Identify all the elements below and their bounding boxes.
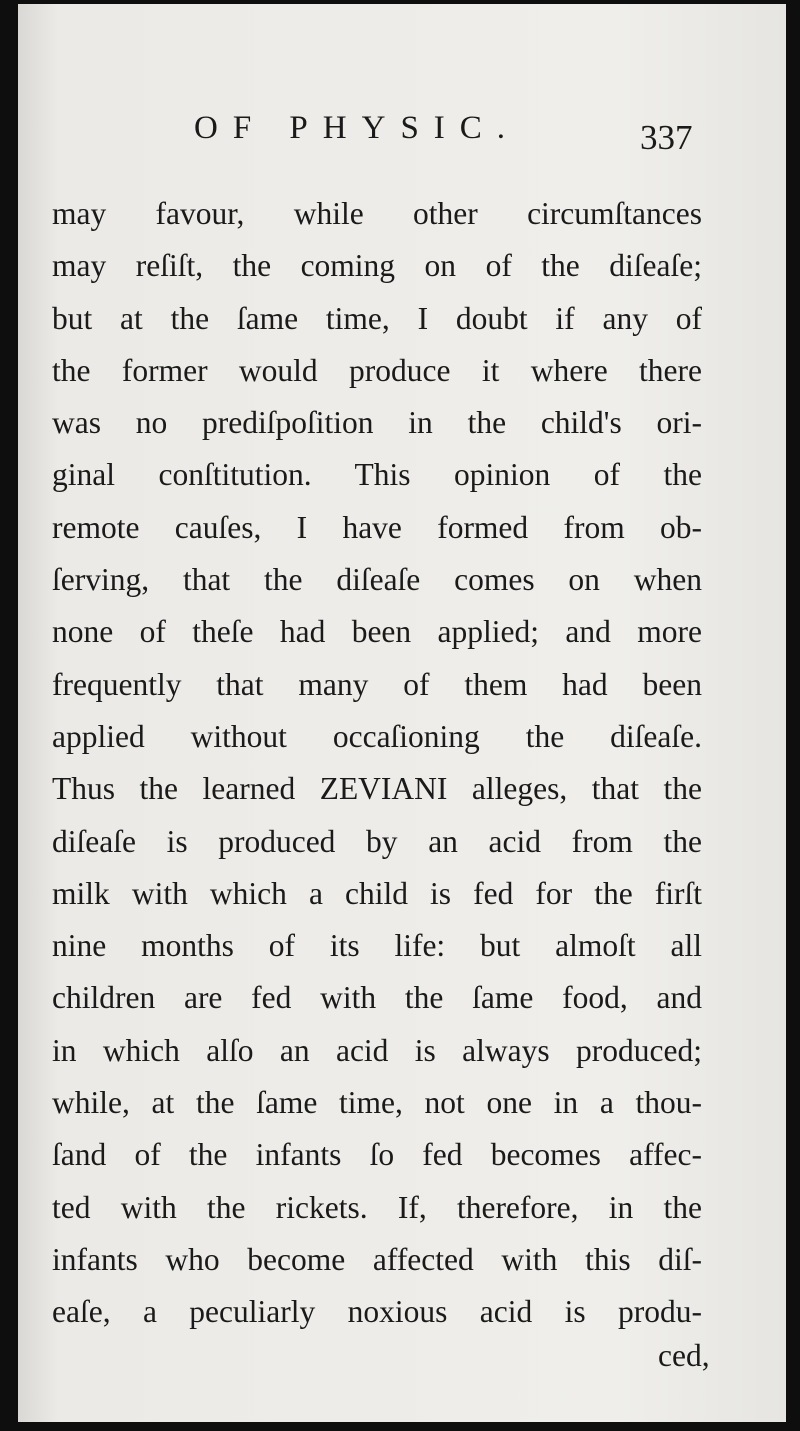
text-line: while, at the ſame time, not one in a thou- [52,1085,702,1121]
text-line: but at the ſame time, I doubt if any of [52,300,702,336]
text-line: none of theſe had been applied; and more [52,614,702,650]
text-line: frequently that many of them had been [52,666,702,702]
text-line: applied without occaſioning the diſeaſe. [52,718,702,754]
text-line: children are fed with the ſame food, and [52,980,702,1016]
text-line: may favour, while other circumſtances [52,196,702,231]
running-head: OF PHYSIC. [194,110,521,146]
text-line: infants who become affected with this diſ- [52,1241,702,1277]
text-line: diſeaſe is produced by an acid from the [52,823,702,859]
page-number: 337 [640,118,693,157]
text-line: milk with which a child is fed for the firſt [52,875,702,911]
catchword: ced, [658,1338,710,1373]
page-header [18,108,786,168]
text-line: Thus the learned ZEVIANI alleges, that the [52,771,702,807]
text-line: nine months of its life: but almoſt all [52,928,702,964]
text-line: was no prediſpoſition in the child's ori- [52,405,702,441]
text-line: eaſe, a peculiarly noxious acid is produ- [52,1294,702,1330]
text-line: ſand of the infants ſo fed becomes affec- [52,1137,702,1173]
text-line: in which alſo an acid is always produced; [52,1032,702,1068]
book-page [18,4,786,1422]
body-text [52,188,702,1339]
text-line: ſerving, that the diſeaſe comes on when [52,562,702,598]
text-line: the former would produce it where there [52,352,702,388]
text-line: ted with the rickets. If, therefore, in the [52,1189,702,1225]
text-line: may reſiſt, the coming on of the diſeaſe; [52,248,702,284]
text-line: ginal conſtitution. This opinion of the [52,457,702,493]
text-line: remote cauſes, I have formed from ob- [52,509,702,545]
